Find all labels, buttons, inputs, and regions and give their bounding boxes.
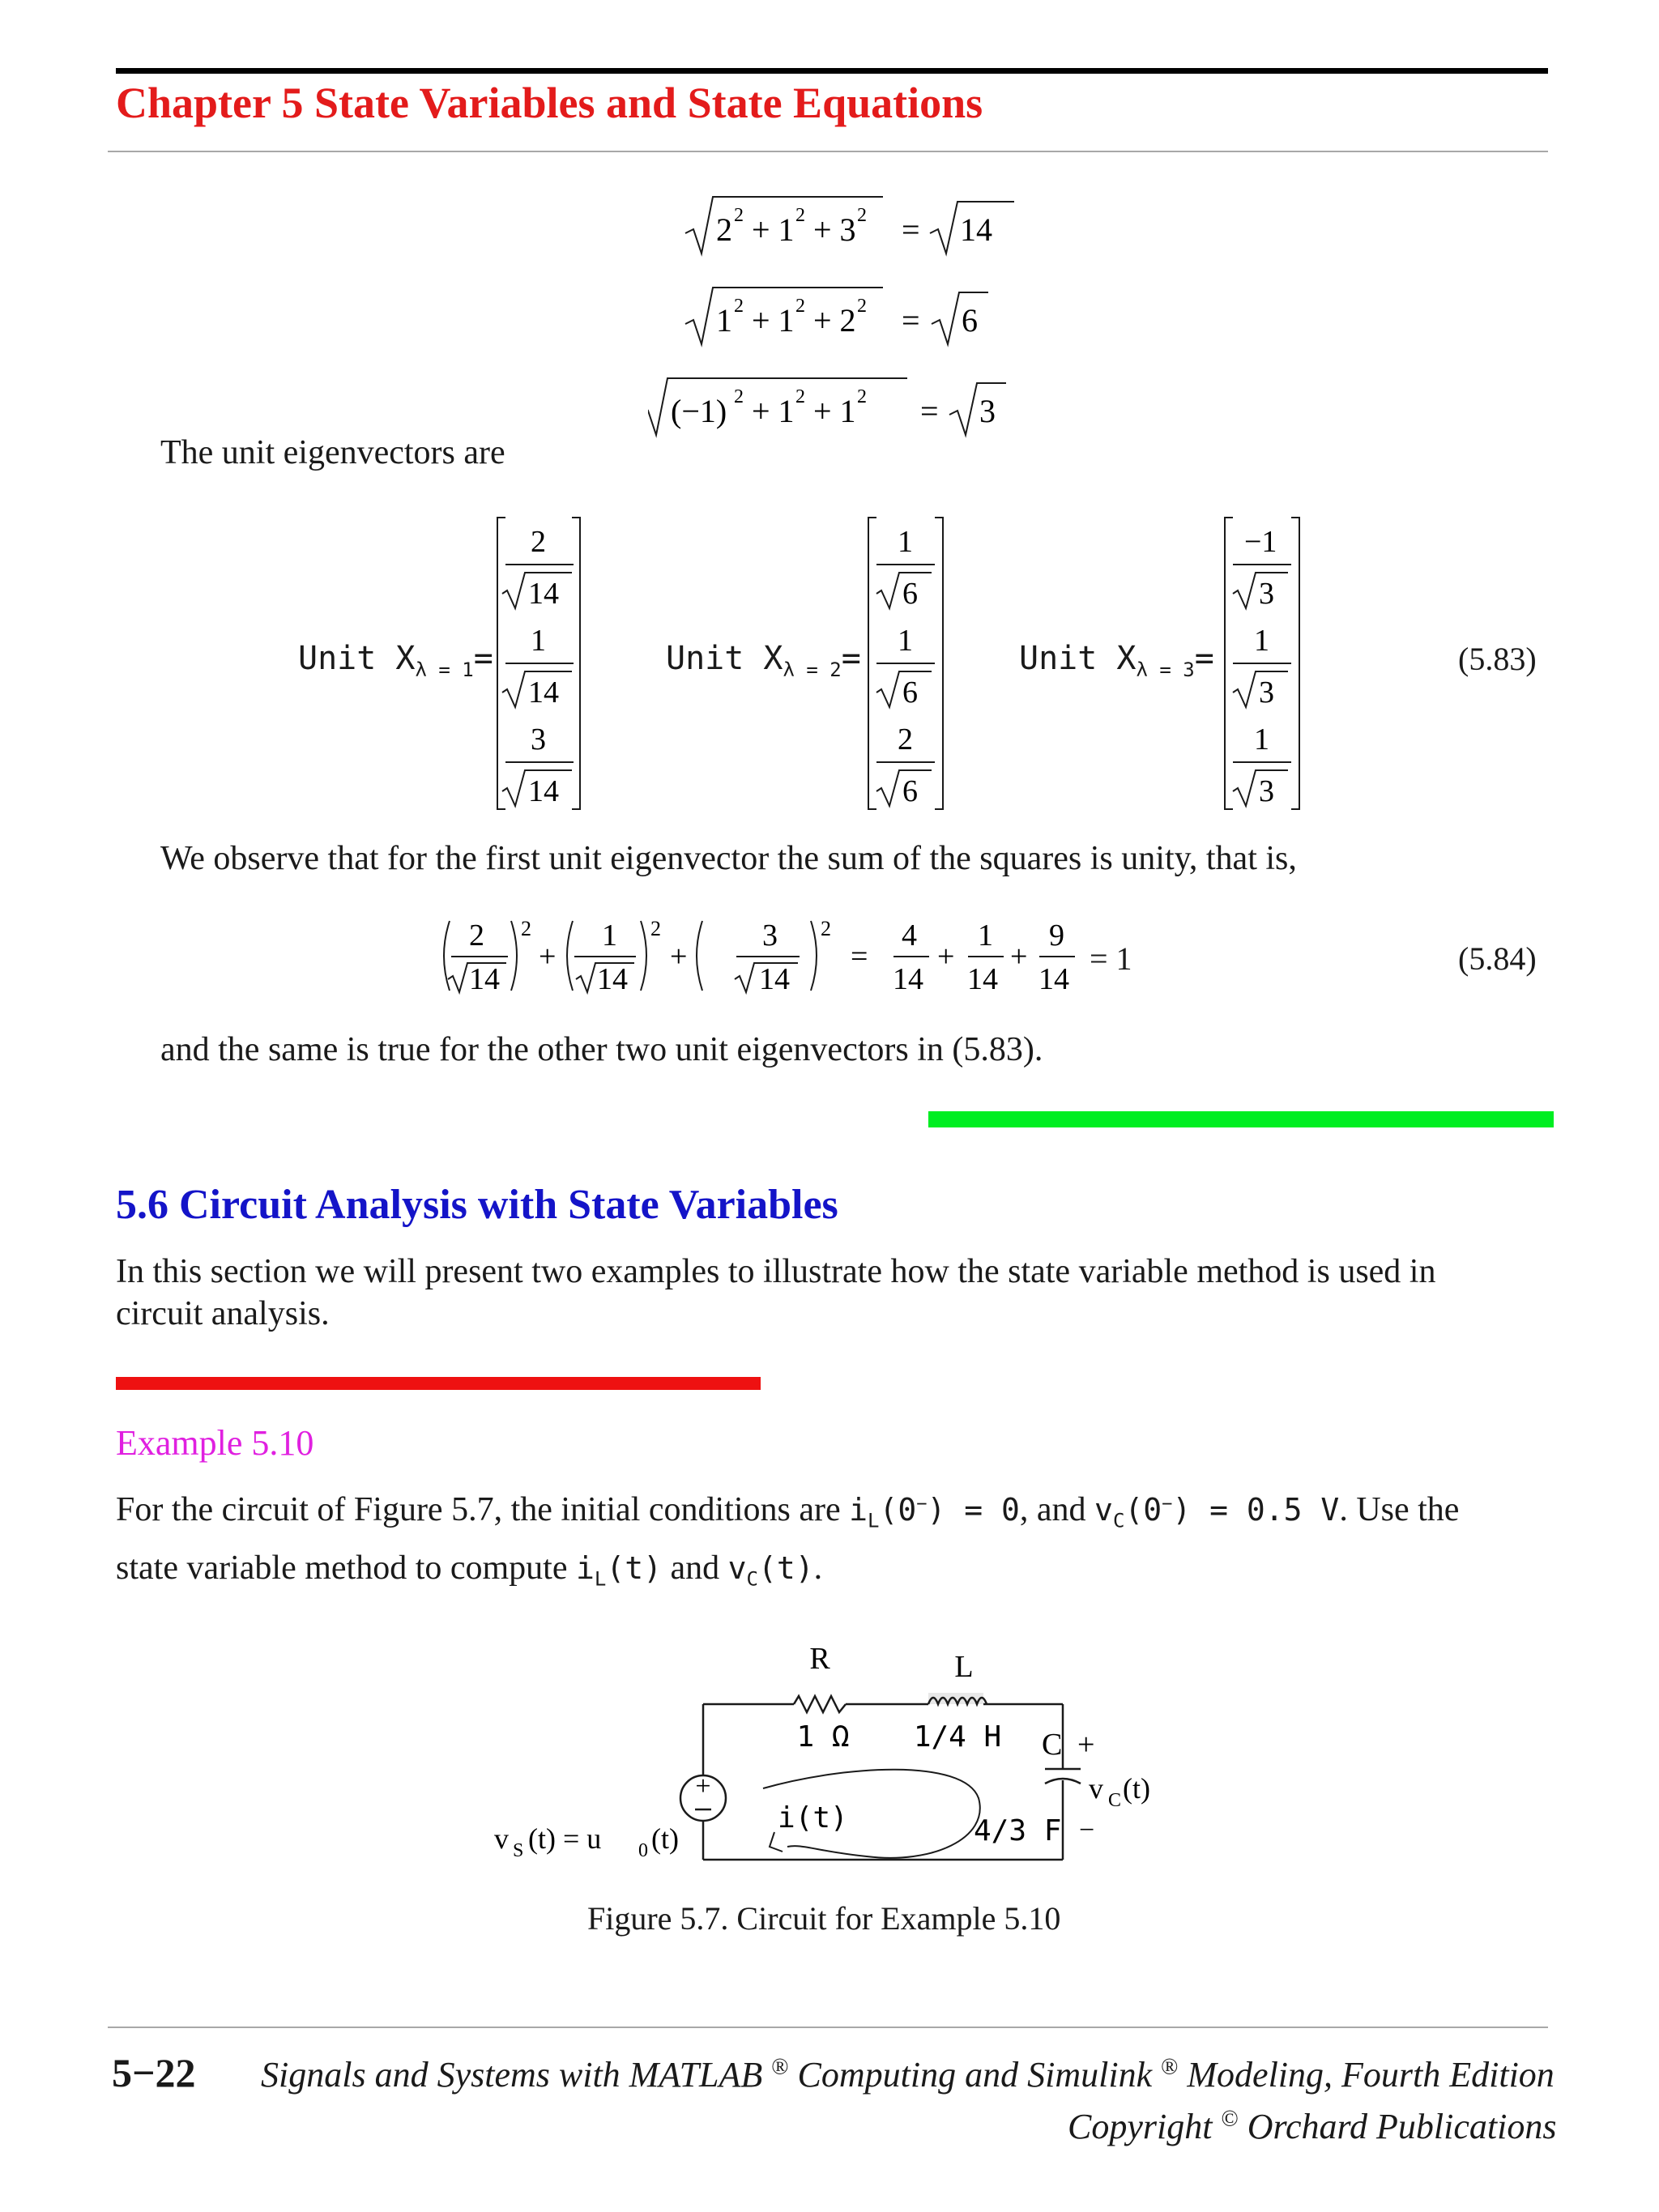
svg-text:2: 2 [857,386,867,407]
inductor-symbol [928,1693,987,1704]
matrix-2 [865,514,946,814]
svg-text:+ 1: + 1 [752,393,795,429]
green-divider-bar [928,1111,1554,1127]
svg-text:(t) = u: (t) = u [528,1822,602,1855]
example-title: Example 5.10 [116,1423,314,1463]
resistor-symbol [794,1696,846,1712]
magnitude-equations [648,182,1021,450]
svg-text:14: 14 [528,676,559,710]
footer-rule [108,2027,1548,2028]
svg-text:2: 2 [734,386,744,407]
resistor-label: R [809,1642,830,1676]
svg-text:=: = [851,940,868,974]
unit-eigenvectors-intro: The unit eigenvectors are [160,434,505,471]
svg-text:(t): (t) [1123,1772,1150,1805]
svg-text:+ 1: + 1 [752,302,795,339]
svg-text:1: 1 [898,525,913,559]
svg-text:2: 2 [469,918,484,953]
svg-text:2: 2 [795,296,805,317]
svg-text:3: 3 [1259,774,1274,808]
svg-text:2: 2 [857,205,867,226]
svg-text:2: 2 [521,917,531,940]
svg-text:1: 1 [602,918,617,953]
svg-text:1: 1 [1254,624,1269,658]
capacitor-plus: + [1077,1728,1095,1762]
svg-text:14: 14 [967,962,998,996]
same-true-text: and the same is true for the other two unit eigenvectors in (5.83). [160,1031,1043,1068]
svg-text:14: 14 [469,962,500,996]
current-label: i(t) [778,1801,848,1835]
unit-x2-label: Unit $X_{\lambda = 2}=$ [666,640,861,681]
svg-text:2: 2 [857,296,867,317]
example-line1: For the circuit of Figure 5.7, the initial conditions are $i_L(0^-) = 0$, and $v_C(0^-) = 0.5$ V. Use the [116,1491,1460,1532]
capacitor-minus: − [1079,1815,1095,1845]
svg-text:14: 14 [1038,962,1069,996]
svg-text:+ 1: + 1 [752,211,795,248]
header-rule [116,68,1548,74]
svg-text:1: 1 [1254,722,1269,757]
svg-text:2: 2 [531,525,546,559]
equation-5-84-result: = 1 [1090,940,1132,977]
svg-text:14: 14 [528,577,559,611]
svg-text:1: 1 [898,624,913,658]
capacitor-value: 4/3 F [974,1814,1062,1848]
svg-text:2: 2 [716,211,732,248]
header-thin-rule [108,151,1548,152]
magnitude-1: 14 [960,211,992,248]
svg-text:−1: −1 [1244,525,1277,559]
svg-text:v: v [494,1822,509,1855]
equation-number-5-84: (5.84) [1458,940,1537,977]
svg-text:(t): (t) [651,1822,679,1855]
matrix-3 [1222,514,1303,814]
source-label [494,1822,679,1861]
resistor-value: 1 Ω [796,1720,850,1754]
equation-number-5-83: (5.83) [1458,641,1537,677]
svg-text:14: 14 [597,962,628,996]
svg-text:+ 3: + 3 [813,211,856,248]
svg-text:=: = [920,393,939,429]
svg-text:=: = [902,211,920,248]
unit-x3-label: Unit $X_{\lambda = 3}=$ [1019,640,1214,681]
svg-text:9: 9 [1049,918,1064,953]
svg-text:3: 3 [531,722,546,757]
svg-text:+ 1: + 1 [813,393,856,429]
svg-text:+: + [937,940,955,974]
circuit-figure [478,1628,1207,1879]
svg-text:6: 6 [902,774,918,808]
svg-text:S: S [513,1840,524,1861]
svg-text:14: 14 [759,962,790,996]
svg-text:14: 14 [528,774,559,808]
svg-text:=: = [902,302,920,339]
voltage-source-symbol [680,1771,726,1821]
svg-text:(−1): (−1) [671,393,727,429]
capacitor-label: C [1042,1728,1063,1762]
svg-text:6: 6 [902,676,918,710]
svg-text:14: 14 [893,962,923,996]
magnitude-3: 3 [979,393,996,429]
figure-caption: Figure 5.7. Circuit for Example 5.10 [587,1900,1061,1937]
svg-text:2: 2 [734,205,744,226]
inductor-value: 1/4 H [913,1720,1002,1754]
chapter-title: Chapter 5 State Variables and State Equations [116,79,983,127]
svg-text:2: 2 [898,722,913,757]
svg-text:+: + [1010,940,1028,974]
section-title: 5.6 Circuit Analysis with State Variables [116,1182,838,1228]
example-line2: state variable method to compute $i_L(t)$ and $v_C(t)$. [116,1549,823,1591]
section-intro-line1: In this section we will present two examples to illustrate how the state variable method is used in [116,1253,1436,1290]
inductor-label: L [954,1650,974,1684]
svg-text:1: 1 [716,302,732,339]
svg-text:+: + [670,940,688,974]
svg-text:3: 3 [1259,577,1274,611]
magnitude-2: 6 [962,302,978,339]
svg-text:+: + [539,940,557,974]
book-title: Signals and Systems with MATLAB ® Computing and Simulink ® Modeling, Fourth Edition [261,2054,1555,2095]
svg-text:2: 2 [821,917,831,940]
svg-text:1: 1 [531,624,546,658]
copyright: Copyright © Orchard Publications [1068,2106,1557,2146]
svg-text:4: 4 [902,918,917,953]
matrix-1 [494,514,583,814]
section-intro-line2: circuit analysis. [116,1295,330,1332]
svg-text:6: 6 [902,577,918,611]
svg-text:C: C [1108,1790,1122,1811]
red-divider-bar [116,1377,761,1390]
svg-text:3: 3 [762,918,778,953]
svg-text:2: 2 [734,296,744,317]
svg-text:3: 3 [1259,676,1274,710]
observe-text: We observe that for the first unit eigenvector the sum of the squares is unity, that is, [160,840,1297,877]
svg-text:+: + [695,1771,711,1801]
svg-text:0: 0 [638,1840,648,1861]
page-number: 5−22 [112,2050,196,2095]
svg-text:+ 2: + 2 [813,302,856,339]
svg-text:2: 2 [650,917,661,940]
svg-text:2: 2 [795,386,805,407]
unit-x1-label: Unit $X_{\lambda = 1}=$ [298,640,493,681]
equation-5-84 [433,911,1162,1000]
svg-text:2: 2 [795,205,805,226]
svg-text:1: 1 [978,918,993,953]
capacitor-voltage-label [1089,1772,1150,1811]
svg-text:v: v [1089,1772,1103,1805]
